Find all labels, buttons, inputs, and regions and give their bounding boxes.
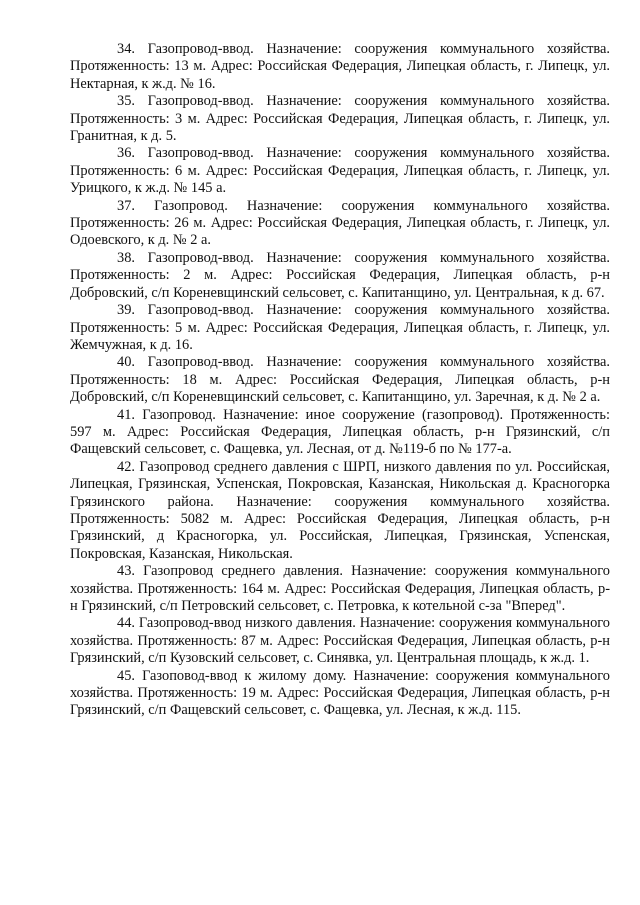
item-text: Газопровод-ввод. Назначение: сооружения коммунального хозяйства. Протяженность: 18 м. Адрес: Российская Федерация, Липецкая область, р-н Добровский, с/п Кореневщинский сельсовет, с. Капитанщино, ул. Заречная, к д. № 2 а. bbox=[70, 354, 610, 406]
list-item bbox=[70, 93, 610, 145]
item-number: 43. bbox=[117, 563, 135, 580]
list-item bbox=[70, 615, 610, 667]
list-item bbox=[70, 563, 610, 615]
item-text: Газопровод-ввод низкого давления. Назначение: сооружения коммунального хозяйства. Протяженность: 87 м. Адрес: Российская Федерация, Липецкая область, р-н Грязинский, с/п Кузовский сельсовет, с. Синявка, ул. Центральная площадь, к ж.д. 1. bbox=[70, 615, 610, 667]
item-number: 40. bbox=[117, 354, 135, 371]
item-number: 41. bbox=[117, 406, 135, 423]
list-item bbox=[70, 668, 610, 720]
item-number: 44. bbox=[117, 615, 135, 632]
item-number: 35. bbox=[117, 93, 135, 110]
item-number: 36. bbox=[117, 145, 135, 162]
list-item bbox=[70, 354, 610, 406]
item-number: 37. bbox=[117, 197, 135, 214]
item-text: Газопровод-ввод. Назначение: сооружения коммунального хозяйства. Протяженность: 6 м. Адрес: Российская Федерация, Липецкая область, г. Липецк, ул. Урицкого, к ж.д. № 145 а. bbox=[70, 145, 610, 197]
list-item bbox=[70, 302, 610, 354]
item-text: Газопровод-ввод. Назначение: сооружения коммунального хозяйства. Протяженность: 5 м. Адрес: Российская Федерация, Липецкая область, г. Липецк, ул. Жемчужная, к д. 16. bbox=[70, 302, 610, 353]
list-item bbox=[70, 459, 610, 563]
list-item bbox=[70, 145, 610, 197]
item-number: 39. bbox=[117, 302, 135, 319]
item-text: Газоповод-ввод к жилому дому. Назначение: сооружения коммунального хозяйства. Протяженность: 19 м. Адрес: Российская Федерация, Липецкая область, р-н Грязинский, с/п Фащевский сельсовет, с. Фащевка, ул. Лесная, к ж.д. 115. bbox=[70, 667, 610, 719]
item-text: Газопровод. Назначение: иное сооружение (газопровод). Протяженность: 597 м. Адрес: Российская Федерация, Липецкая область, р-н Грязинский, с/п Фащевский сельсовет, с. Фащевка, ул. Лесная, от д. №119-б по № 177-а. bbox=[70, 406, 610, 458]
item-text: Газопровод-ввод. Назначение: сооружения коммунального хозяйства. Протяженность: 13 м. Адрес: Российская Федерация, Липецкая область, г. Липецк, ул. Нектарная, к ж.д. № 16. bbox=[70, 41, 610, 92]
list-item bbox=[70, 198, 610, 250]
item-text: Газопровод среднего давления. Назначение: сооружения коммунального хозяйства. Протяженность: 164 м. Адрес: Российская Федерация, Липецкая область, р-н Грязинский, с/п Петровский сельсовет, с. Петровка, к котельной с-за "Вперед". bbox=[70, 563, 610, 614]
item-text: Газопровод-ввод. Назначение: сооружения коммунального хозяйства. Протяженность: 3 м. Адрес: Российская Федерация, Липецкая область, г. Липецк, ул. Гранитная, к д. 5. bbox=[70, 93, 610, 145]
item-text: Газопровод среднего давления с ШРП, низкого давления по ул. Российская, Липецкая, Грязинская, Успенская, Покровская, Казанская, Никольская д. Красногорка Грязинского района. Назначение: сооружения коммунального хозяйства. Протяженность: 5082 м. Адрес: Российская Федерация, Липецкая область, р-н Грязинский, д Красногорка, ул. Российская, Липецкая, Грязинская, Успенская, Покровская, Казанская, Никольская. bbox=[70, 458, 610, 562]
item-number: 45. bbox=[117, 667, 135, 684]
item-number: 34. bbox=[117, 41, 135, 57]
item-number: 38. bbox=[117, 249, 135, 266]
item-text: Газопровод. Назначение: сооружения коммунального хозяйства. Протяженность: 26 м. Адрес: Российская Федерация, Липецкая область, г. Липецк, ул. Одоевского, к д. № 2 а. bbox=[70, 197, 610, 249]
list-item bbox=[70, 250, 610, 302]
document-page bbox=[70, 41, 610, 720]
item-text: Газопровод-ввод. Назначение: сооружения коммунального хозяйства. Протяженность: 2 м. Адрес: Российская Федерация, Липецкая область, р-н Добровский, с/п Кореневщинский сельсовет, с. Капитанщино, ул. Центральная, к д. 67. bbox=[70, 249, 610, 301]
list-item bbox=[70, 407, 610, 459]
item-number: 42. bbox=[117, 458, 135, 475]
list-item bbox=[70, 41, 610, 93]
